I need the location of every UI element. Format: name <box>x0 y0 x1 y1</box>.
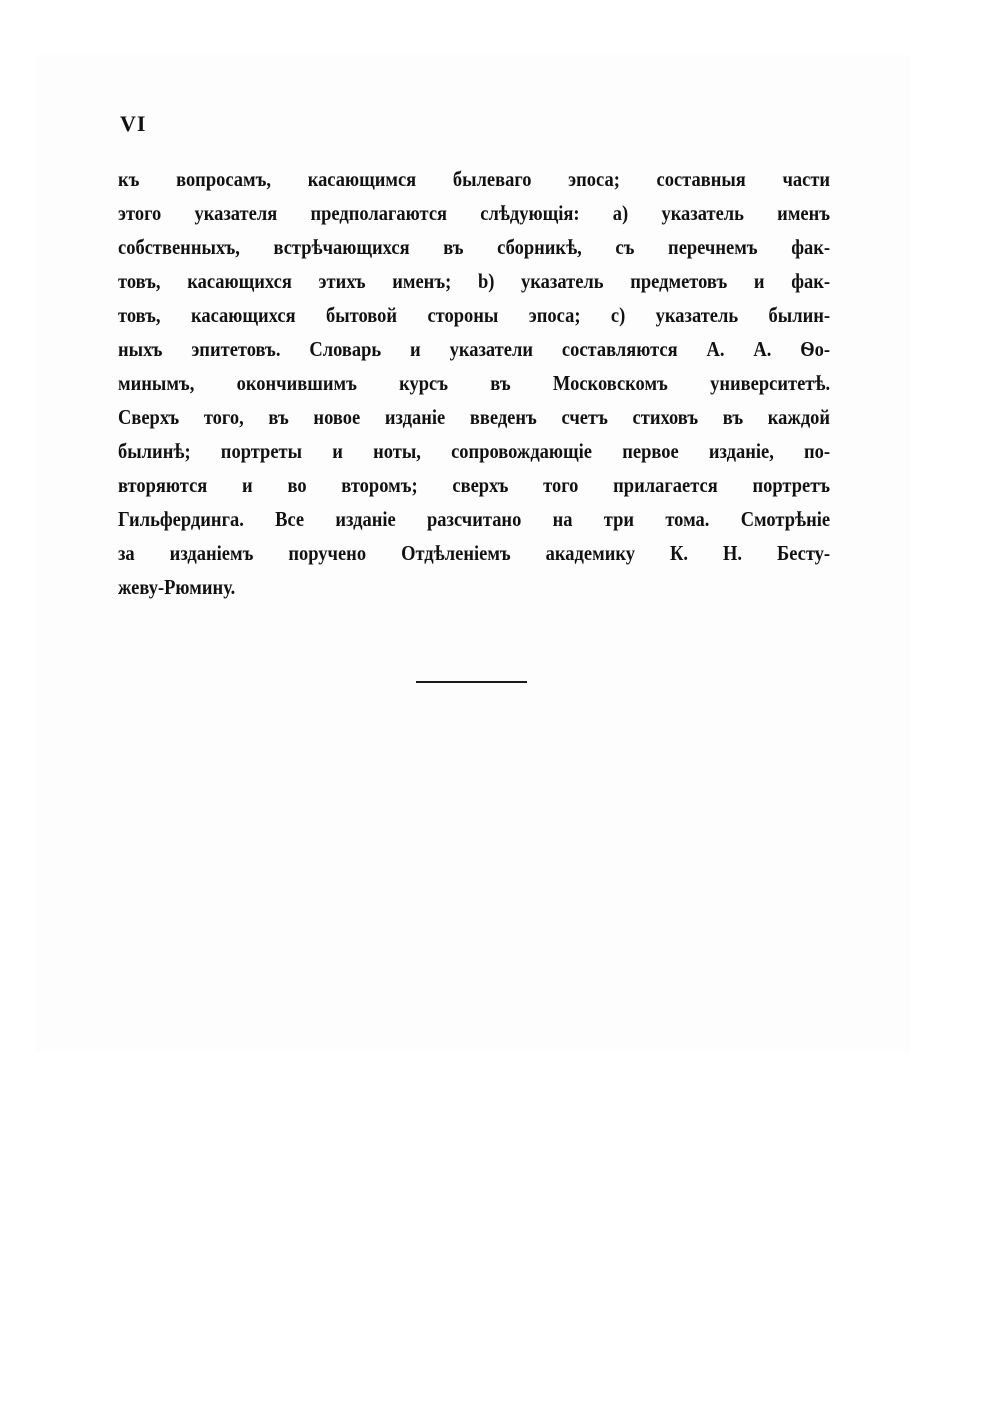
section-divider <box>416 681 527 683</box>
text-line: къ вопросамъ, касающимся былеваго эпоса; составныя части <box>118 167 831 191</box>
text-line: былинѣ; портреты и ноты, сопровождающіе первое изданіе, по- <box>118 439 831 463</box>
text-line: товъ, касающихся этихъ именъ; b) указатель предметовъ и фак- <box>118 269 831 293</box>
text-line: минымъ, окончившимъ курсъ въ Московскомъ университетѣ. <box>118 371 831 395</box>
text-line: вторяются и во второмъ; сверхъ того прилагается портретъ <box>118 473 831 497</box>
text-line: собственныхъ, встрѣчающихся въ сборникѣ, съ перечнемъ фак- <box>118 235 831 259</box>
body-paragraph <box>118 162 830 604</box>
page-number: VI <box>120 111 147 136</box>
text-line: товъ, касающихся бытовой стороны эпоса; c) указатель былин- <box>118 303 831 327</box>
text-line: за изданіемъ поручено Отдѣленіемъ академику К. Н. Бесту- <box>118 541 831 565</box>
text-line: этого указателя предполагаются слѣдующія: а) указатель именъ <box>118 201 831 225</box>
text-line: Гильфердинга. Все изданіе разсчитано на три тома. Смотрѣніе <box>118 507 831 531</box>
text-line: Сверхъ того, въ новое изданіе введенъ счетъ стиховъ въ каждой <box>118 405 831 429</box>
text-line: ныхъ эпитетовъ. Словарь и указатели составляются А. А. Ѳо- <box>118 337 831 361</box>
text-line: жеву-Рюмину. <box>118 575 236 599</box>
